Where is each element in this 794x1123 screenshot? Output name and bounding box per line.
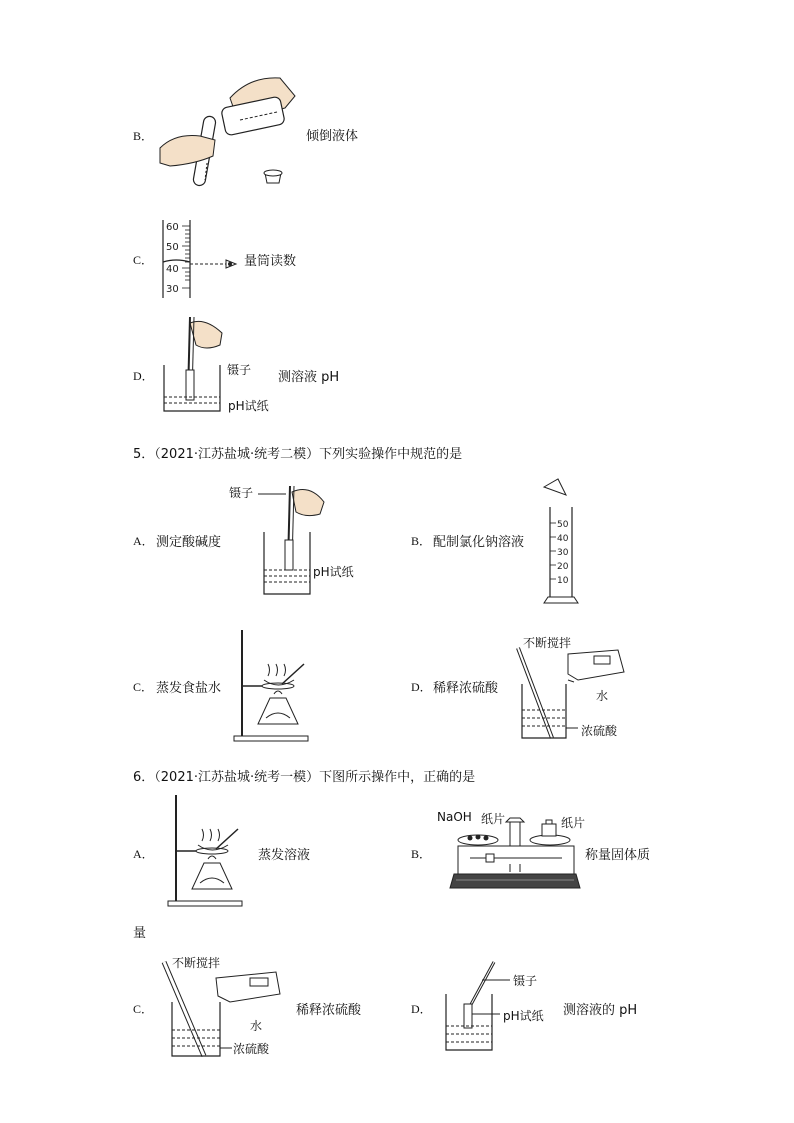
tweezers-label: 镊子 — [227, 363, 252, 377]
tick-50: 50 — [557, 520, 569, 530]
option-letter: C． — [133, 253, 154, 267]
tick-60: 60 — [166, 222, 179, 233]
stir-label: 不断搅拌 — [172, 956, 221, 970]
option-letter: C． — [133, 680, 154, 694]
option-caption: 称量固体质 — [585, 848, 651, 863]
option-letter: B． — [411, 847, 432, 861]
graduated-cylinder-illustration — [542, 477, 582, 605]
tweezers-label: 镊子 — [513, 974, 538, 988]
caption-wrap: 量 — [133, 926, 147, 941]
option-caption: 蒸发食盐水 — [156, 681, 222, 696]
tick-20: 20 — [557, 562, 569, 572]
ph-test-illustration — [160, 315, 230, 415]
option-letter: B． — [411, 534, 432, 548]
option-caption: 蒸发溶液 — [258, 848, 311, 863]
acid-label: 浓硫酸 — [581, 724, 618, 738]
tick-40: 40 — [166, 264, 179, 275]
tick-30: 30 — [166, 284, 179, 295]
water-label: 水 — [596, 689, 609, 703]
water-label: 水 — [250, 1019, 263, 1033]
option-caption: 倾倒液体 — [306, 129, 359, 144]
ph-paper-label: pH试纸 — [228, 399, 269, 413]
option-letter: B． — [133, 129, 154, 143]
ph-test-illustration — [442, 960, 512, 1055]
question-6-stem: 6．（2021·江苏盐城·统考一模）下图所示操作中，正确的是 — [133, 770, 476, 785]
naoh-label: NaOH — [437, 810, 472, 824]
option-letter: D． — [133, 369, 154, 383]
option-letter: D． — [411, 1002, 432, 1016]
ph-paper-label: pH试纸 — [503, 1009, 544, 1023]
balance-illustration — [450, 818, 580, 893]
tick-10: 10 — [557, 576, 569, 586]
option-letter: A． — [133, 847, 154, 861]
tick-50: 50 — [166, 242, 179, 253]
option-caption: 测溶液 pH — [278, 370, 340, 385]
tick-40: 40 — [557, 534, 569, 544]
ph-paper-label: pH试纸 — [313, 565, 354, 579]
option-letter: D． — [411, 680, 432, 694]
stir-label: 不断搅拌 — [523, 636, 572, 650]
option-caption: 量筒读数 — [244, 254, 297, 269]
evaporation-illustration — [232, 628, 312, 743]
option-caption: 配制氯化钠溶液 — [433, 535, 525, 550]
paper-left-label: 纸片 — [481, 812, 506, 826]
option-caption: 稀释浓硫酸 — [433, 681, 499, 696]
tick-30: 30 — [557, 548, 569, 558]
acid-label: 浓硫酸 — [233, 1042, 270, 1056]
cylinder-reading-illustration — [160, 218, 240, 300]
pour-liquid-illustration — [155, 68, 305, 193]
option-caption: 测定酸碱度 — [156, 535, 222, 550]
question-5-stem: 5．（2021·江苏盐城·统考二模）下列实验操作中规范的是 — [133, 447, 463, 462]
option-letter: A． — [133, 534, 154, 548]
option-caption: 稀释浓硫酸 — [296, 1003, 362, 1018]
option-letter: C． — [133, 1002, 154, 1016]
option-caption: 测溶液的 pH — [563, 1003, 638, 1018]
evaporation-illustration — [166, 793, 246, 908]
paper-right-label: 纸片 — [561, 816, 586, 830]
tweezers-label: 镊子 — [229, 486, 254, 500]
